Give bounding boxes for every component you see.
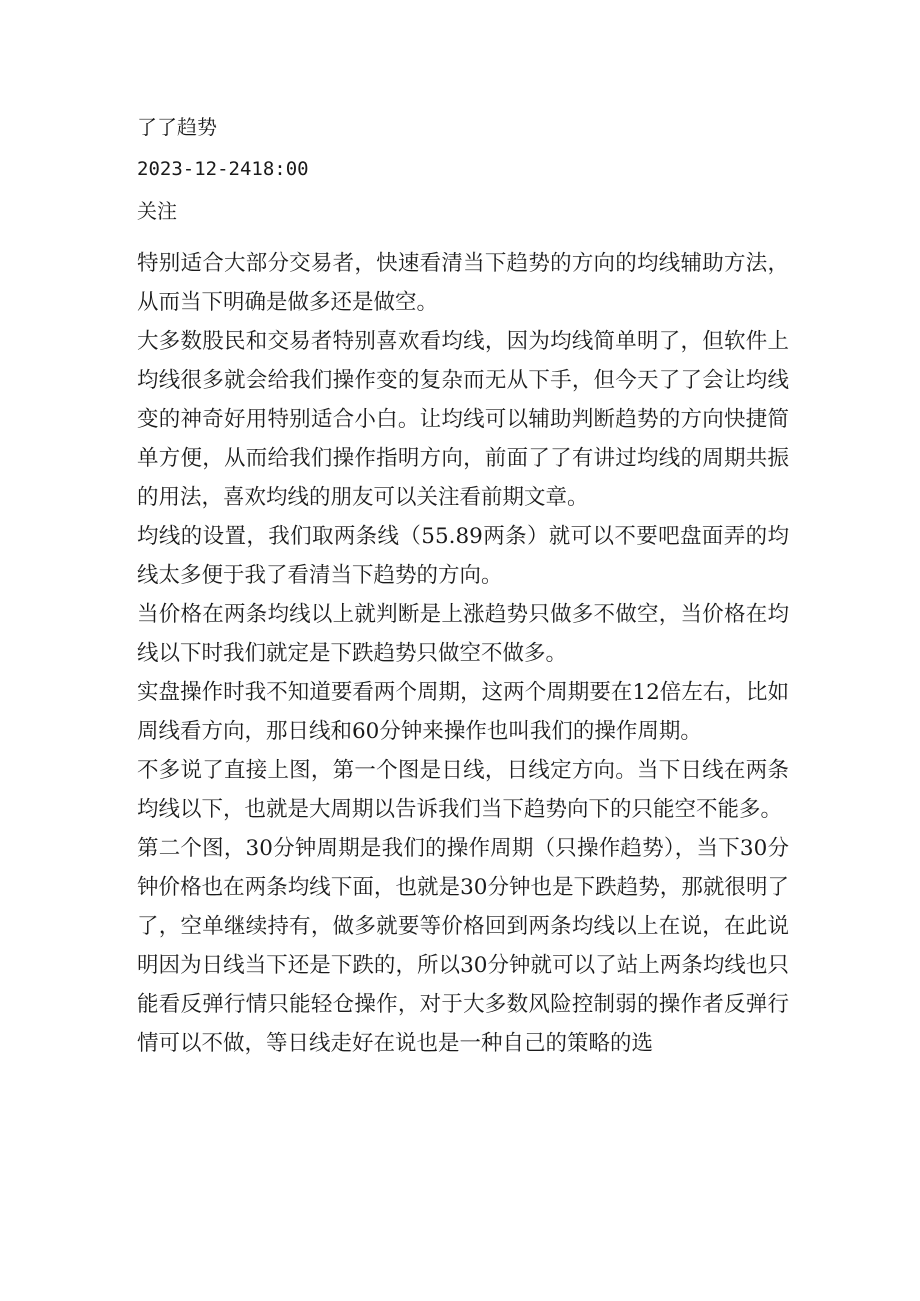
follow-button[interactable]: 关注	[137, 199, 177, 223]
paragraph-background: 大多数股民和交易者特别喜欢看均线，因为均线简单明了，但软件上均线很多就会给我们操作变的复杂而无从下手，但今天了了会让均线变的神奇好用特别适合小白。让均线可以辅助判断趋势的方向快捷简单方便，从而给我们操作指明方向，前面了了有讲过均线的周期共振的用法，喜欢均线的朋友可以关注看前期文章。	[137, 329, 789, 510]
article-page	[137, 106, 789, 1063]
paragraph-periods: 实盘操作时我不知道要看两个周期，这两个周期要在12倍左右，比如周线看方向，那日线和60分钟来操作也叫我们的操作周期。	[137, 680, 789, 744]
paragraph-intro: 特别适合大部分交易者，快速看清当下趋势的方向的均线辅助方法，从而当下明确是做多还是做空。	[137, 251, 789, 315]
paragraph-daily-chart: 不多说了直接上图，第一个图是日线，日线定方向。当下日线在两条均线以下，也就是大周期以告诉我们当下趋势向下的只能空不能多。	[137, 758, 789, 822]
paragraph-rule: 当价格在两条均线以上就判断是上涨趋势只做多不做空，当价格在均线以下时我们就定是下跌趋势只做空不做多。	[137, 602, 789, 666]
article-body	[137, 244, 789, 1063]
author-name[interactable]: 了了趋势	[137, 115, 217, 139]
paragraph-30min-chart: 第二个图，30分钟周期是我们的操作周期（只操作趋势），当下30分钟价格也在两条均线下面，也就是30分钟也是下跌趋势，那就很明了了，空单继续持有，做多就要等价格回到两条均线以上在说，在此说明因为日线当下还是下跌的，所以30分钟就可以了站上两条均线也只能看反弹行情只能轻仓操作，对于大多数风险控制弱的操作者反弹行情可以不做，等日线走好在说也是一种自己的策略的选	[137, 836, 789, 1056]
publish-datetime: 2023-12-2418:00	[137, 158, 309, 180]
paragraph-settings: 均线的设置，我们取两条线（55.89两条）就可以不要吧盘面弄的均线太多便于我了看清当下趋势的方向。	[137, 524, 789, 588]
